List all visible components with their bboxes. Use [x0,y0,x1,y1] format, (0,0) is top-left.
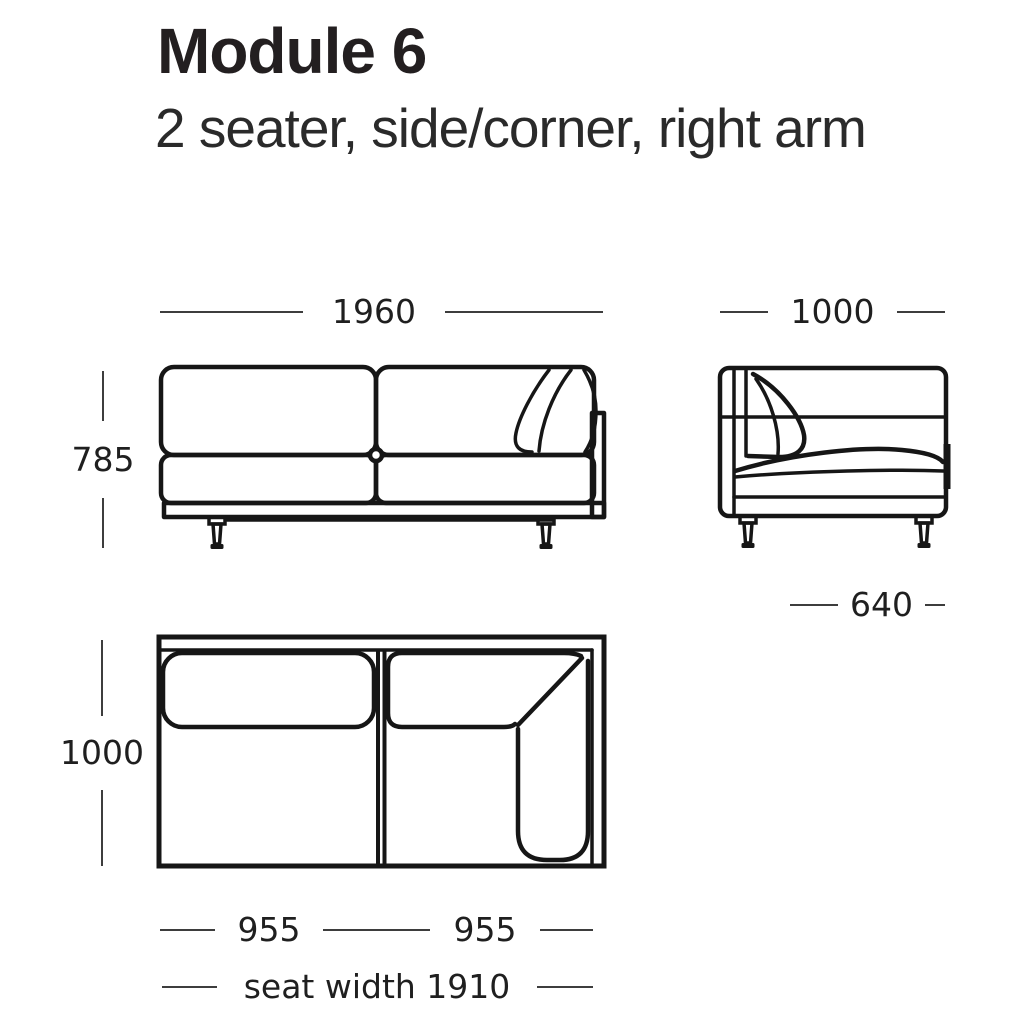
dimension-line [897,311,945,313]
side-elevation-drawing [720,368,947,548]
front-height-dimension: 785 [71,440,135,479]
side-depth-dimension: 640 [850,585,913,624]
front-seat-cushion-right [376,455,594,503]
dimension-line [102,371,104,421]
front-base-platform [164,503,604,517]
dimension-line [102,498,104,548]
plan-view-drawing [159,637,604,866]
front-corner-pillow-outline [515,370,549,452]
dimension-line [720,311,768,313]
side-body-outline [720,368,946,516]
front-seat-cushion-left [161,455,376,503]
dimension-line [540,929,593,931]
side-seat-cushion-bottom [735,470,943,477]
page-title: Module 6 [157,15,427,87]
dimension-line [162,986,217,988]
dimension-line [925,604,945,606]
dimension-line [323,929,430,931]
front-corner-pillow-fold [539,370,571,451]
side-width-dimension: 1000 [790,292,875,331]
front-cushion-button [370,449,382,461]
side-leg-front [740,516,756,548]
plan-seat-width-dimension: seat width 1910 [243,967,511,1006]
side-leg-rear [916,516,932,548]
side-seat-cushion-top [735,449,943,471]
front-back-cushion-right [376,367,594,455]
plan-back-cushion-left [163,653,374,727]
front-leg-left [209,517,225,549]
page-subtitle: 2 seater, side/corner, right arm [155,97,866,159]
front-leg-right [538,517,554,549]
front-back-cushion-left [161,367,376,455]
front-elevation-drawing [161,367,604,549]
plan-seat-left-dimension: 955 [237,910,301,949]
dimension-line [160,311,303,313]
dimension-line [790,604,838,606]
plan-corner-diagonal [518,658,582,725]
plan-depth-dimension: 1000 [60,733,144,772]
dimension-line [101,640,103,716]
dimension-line [160,929,215,931]
front-width-dimension: 1960 [332,292,416,331]
plan-outer-frame [159,637,604,866]
plan-seat-right-dimension: 955 [453,910,517,949]
dimension-line [537,986,593,988]
dimension-line [445,311,603,313]
dimension-line [101,790,103,866]
